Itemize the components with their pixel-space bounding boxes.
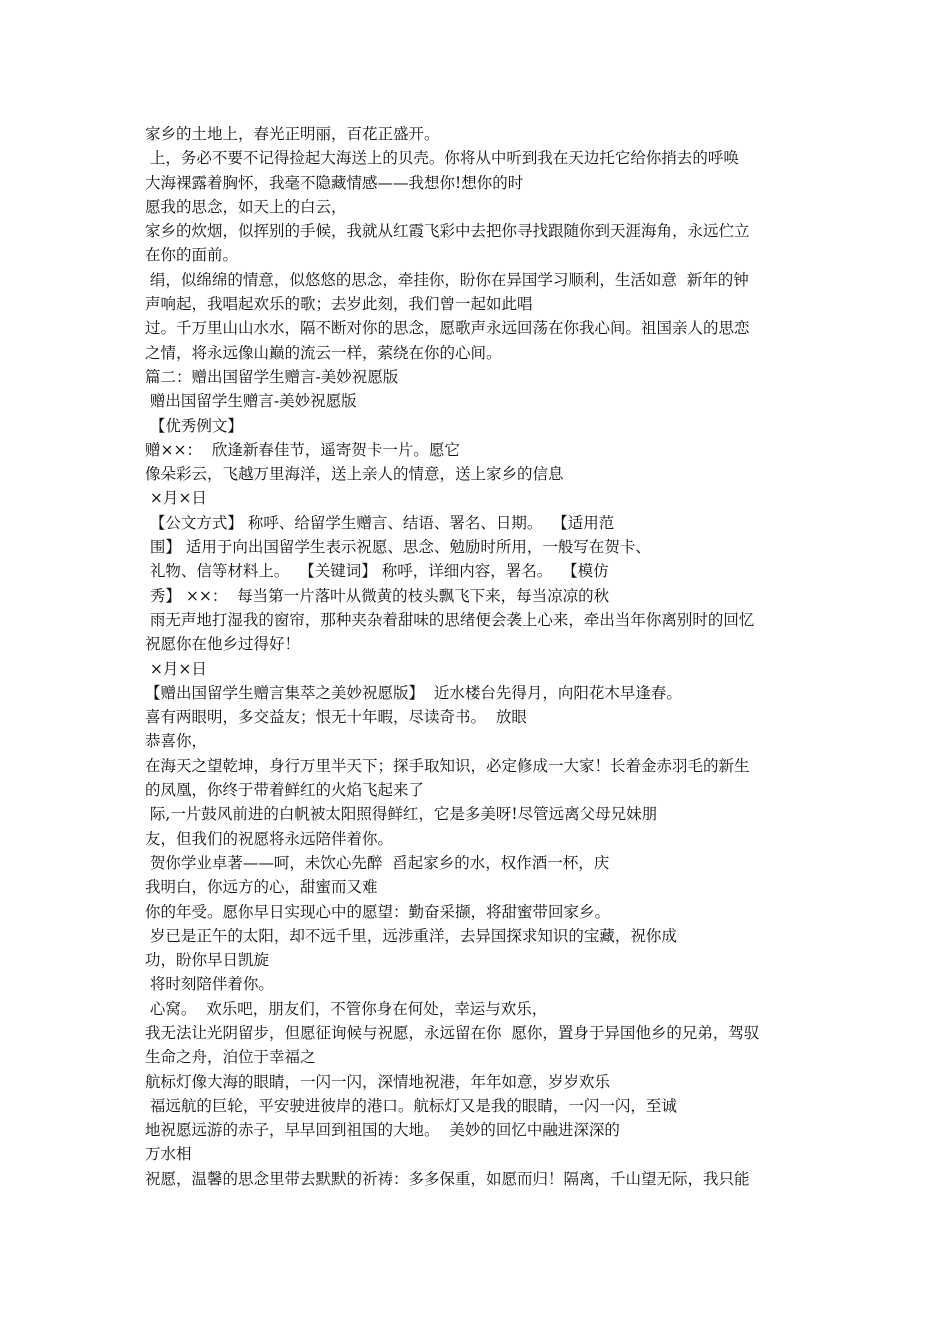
- section-subheading: 赠出国留学生赠言-美妙祝愿版: [145, 392, 357, 411]
- text-line: 家乡的炊烟，似挥别的手候，我就从红霞飞彩中去把你寻找跟随你到天涯海角，永远伫立: [145, 222, 750, 241]
- text-line: 友，但我们的祝愿将永远陪伴着你。: [145, 829, 394, 848]
- text-line: 你的年受。愿你早日实现心中的愿望：勤奋采撷，将甜蜜带回家乡。: [145, 902, 611, 921]
- text-line: 贺你学业卓著——呵，未饮心先醉 舀起家乡的水，权作酒一杯，庆: [145, 853, 610, 872]
- text-line: 岁已是正午的太阳，却不远千里，远涉重洋，去异国探求知识的宝藏，祝你成: [145, 926, 677, 945]
- text-line: 心窝。 欢乐吧，朋友们，不管你身在何处，幸运与欢乐，: [145, 999, 548, 1018]
- text-line: 赠××： 欣逢新春佳节，遥寄贺卡一片。愿它: [145, 440, 460, 459]
- text-line: 祝愿你在他乡过得好！: [145, 635, 301, 654]
- text-line: 之情，将永远像山巅的流云一样，萦绕在你的心间。: [145, 343, 502, 362]
- text-line: 【赠出国留学生赠言集萃之美妙祝愿版】 近水楼台先得月，向阳花木早逢春。: [145, 683, 682, 702]
- date-line: ×月×日: [145, 659, 207, 678]
- text-line: 在你的面前。: [145, 246, 239, 265]
- text-line: 绢，似绵绵的情意，似悠悠的思念，牵挂你，盼你在异国学习顺利，生活如意 新年的钟: [145, 270, 749, 289]
- text-line: 我无法让光阴留步，但愿征询候与祝愿，永远留在你 愿你，置身于异国他乡的兄弟，驾驭: [145, 1023, 760, 1042]
- text-line: 将时刻陪伴着你。: [145, 975, 274, 994]
- text-line: 礼物、信等材料上。 【关键词】 称呼，详细内容，署名。 【模仿: [145, 562, 609, 581]
- document-body: [145, 122, 825, 1191]
- text-line: 愿我的思念，如天上的白云，: [145, 197, 347, 216]
- section-heading: 篇二：赠出国留学生赠言-美妙祝愿版: [145, 367, 399, 386]
- text-line: 大海裸露着胸怀，我毫不隐藏情感——我想你!想你的时: [145, 173, 524, 192]
- date-line: ×月×日: [145, 489, 207, 508]
- text-line: 我明白，你远方的心，甜蜜而又难: [145, 878, 378, 897]
- text-line: 功，盼你早日凯旋: [145, 951, 270, 970]
- text-line: 像朵彩云，飞越万里海洋，送上亲人的情意，送上家乡的信息: [145, 465, 564, 484]
- text-line: 际,一片鼓风前进的白帆被太阳照得鲜红，它是多美呀!尽管远离父母兄妹朋: [145, 805, 658, 824]
- text-line: 在海天之望乾坤，身行万里半天下；探手取知识，必定修成一大家！长着金赤羽毛的新生: [145, 756, 750, 775]
- text-line: 过。千万里山山水水，隔不断对你的思念，愿歌声永远回荡在你我心间。祖国亲人的思恋: [145, 319, 750, 338]
- text-line: 家乡的土地上，春光正明丽，百花正盛开。: [145, 125, 440, 143]
- text-line: 秀】 ××： 每当第一片落叶从微黄的枝头飘飞下来，每当凉凉的秋: [145, 586, 610, 605]
- text-line: 万水相: [145, 1145, 192, 1164]
- text-line: 福远航的巨轮，平安驶进彼岸的港口。航标灯又是我的眼睛，一闪一闪，至诚: [145, 1096, 677, 1115]
- text-line: 的凤凰，你终于带着鲜红的火焰飞起来了: [145, 781, 425, 800]
- text-line: 【优秀例文】: [145, 416, 243, 435]
- text-line: 祝愿，温馨的思念里带去默默的祈祷：多多保重，如愿而归！隔离，千山望无际，我只能: [145, 1169, 750, 1188]
- text-line: 雨无声地打湿我的窗帘，那种夹杂着甜味的思绪便会袭上心来，牵出当年你离别时的回忆: [145, 610, 755, 629]
- text-line: 喜有两眼明，多交益友；恨无十年暇，尽读奇书。 放眼: [145, 708, 527, 727]
- text-line: 地祝愿远游的赤子，早早回到祖国的大地。 美妙的回忆中融进深深的: [145, 1121, 620, 1140]
- text-line: 【公文方式】 称呼、给留学生赠言、结语、署名、日期。 【适用范: [145, 513, 615, 532]
- text-line: 声响起，我唱起欢乐的歌；去岁此刻，我们曾一起如此唱: [145, 295, 533, 314]
- text-line: 恭喜你，: [145, 732, 208, 751]
- text-line: 航标灯像大海的眼睛，一闪一闪，深情地祝港，年年如意，岁岁欢乐: [145, 1072, 611, 1091]
- text-line: 上，务必不要不记得捡起大海送上的贝壳。你将从中听到我在天边托它给你捎去的呼唤: [145, 149, 739, 168]
- text-line: 围】 适用于向出国留学生表示祝愿、思念、勉励时所用，一般写在贺卡、: [145, 538, 651, 557]
- text-line: 生命之舟，泊位于幸福之: [145, 1048, 316, 1067]
